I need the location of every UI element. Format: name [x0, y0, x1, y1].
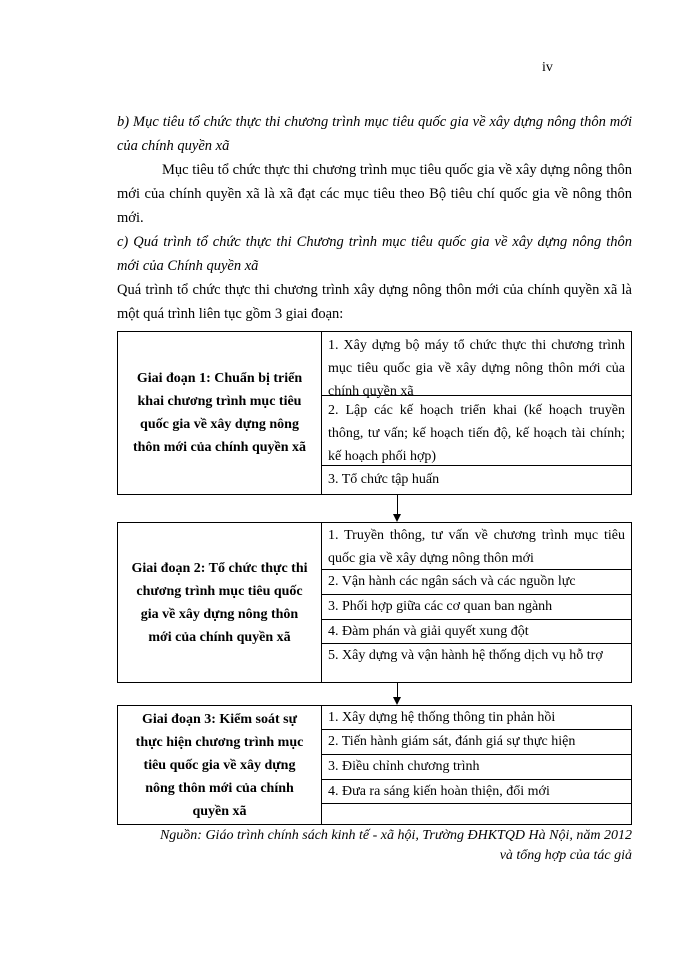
section-c-body: Quá trình tổ chức thực thi chương trình xây dựng nông thôn mới của chính quyền xã là một quá trình liên tục gồm 3 giai đoạn:: [117, 282, 632, 322]
section-b-heading: b) Mục tiêu tổ chức thực thi chương trình mục tiêu quốc gia về xây dựng nông thôn mới của chính quyền xã: [117, 114, 632, 154]
stage-2-item-4: 4. Đàm phán và giải quyết xung đột: [322, 620, 631, 644]
stage-1-box: [117, 331, 632, 495]
stage-3-item-1: 1. Xây dựng hệ thống thông tin phản hồi: [322, 706, 631, 730]
stage-1-items: [322, 332, 631, 494]
stage-3-empty-space: [322, 804, 631, 824]
stage-3-item-4: 4. Đưa ra sáng kiến hoàn thiện, đổi mới: [322, 780, 631, 804]
stage-1-item-3: 3. Tổ chức tập huấn: [328, 472, 440, 487]
source-line-2: và tổng hợp của tác giả: [499, 848, 632, 863]
source-note: [117, 826, 632, 866]
stage-3-label: Giai đoạn 3: Kiểm soát sự thực hiện chương trình mục tiêu quốc gia về xây dựng nông thôn mới của chính quyền xã: [118, 706, 322, 824]
stage-2-item-3: 3. Phối hợp giữa các cơ quan ban ngành: [322, 595, 631, 620]
stage-3-item-3: 3. Điều chỉnh chương trình: [322, 755, 631, 780]
stage-2-item-5: 5. Xây dựng và vận hành hệ thống dịch vụ hỗ trợ: [328, 648, 603, 663]
stage-2-label: Giai đoạn 2: Tổ chức thực thi chương trình mục tiêu quốc gia về xây dựng nông thôn mới của chính quyền xã: [118, 523, 322, 682]
stage-3-box: [117, 705, 632, 825]
stage-2-box: [117, 522, 632, 683]
source-line-1: Nguồn: Giáo trình chính sách kinh tế - xã hội, Trường ĐHKTQD Hà Nội, năm 2012: [159, 828, 632, 843]
section-c-heading: c) Quá trình tổ chức thực thi Chương trình mục tiêu quốc gia về xây dựng nông thôn mới của Chính quyền xã: [117, 234, 632, 274]
stage-2-item-2: 2. Vận hành các ngân sách và các nguồn lực: [322, 570, 631, 595]
stage-1-item-1: 1. Xây dựng bộ máy tổ chức thực thi chương trình mục tiêu quốc gia về xây dựng nông thôn mới của chính quyền xã: [322, 332, 631, 396]
flow-arrow-2: [393, 683, 403, 705]
section-b-body: Mục tiêu tổ chức thực thi chương trình mục tiêu quốc gia về xây dựng nông thôn mới của chính quyền xã là xã đạt các mục tiêu theo Bộ tiêu chí quốc gia về nông thôn mới.: [117, 162, 632, 226]
page-number: iv: [542, 60, 553, 75]
stage-3-items: [322, 706, 631, 824]
stage-3-item-2: 2. Tiến hành giám sát, đánh giá sự thực hiện: [322, 730, 631, 755]
stage-1-item-2: 2. Lập các kế hoạch triển khai (kế hoạch truyền thông, tư vấn; kế hoạch tiến độ, kế hoạch tài chính; kế hoạch phối hợp): [322, 396, 631, 466]
flow-arrow-1: [393, 495, 403, 522]
stage-2-items: [322, 523, 631, 682]
stage-2-item-1: 1. Truyền thông, tư vấn về chương trình mục tiêu quốc gia về xây dựng nông thôn mới: [322, 523, 631, 570]
stage-1-label: Giai đoạn 1: Chuẩn bị triển khai chương trình mục tiêu quốc gia về xây dựng nông thôn mới của chính quyền xã: [118, 332, 322, 494]
